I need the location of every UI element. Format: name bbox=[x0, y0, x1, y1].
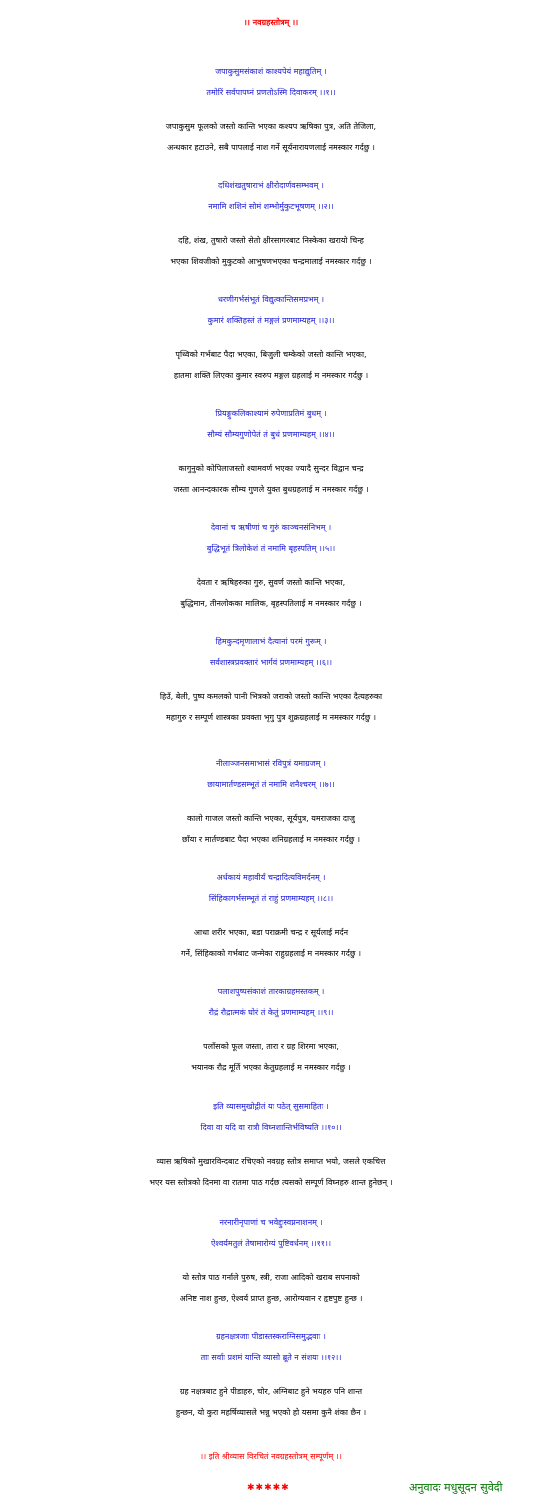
meaning-line: यो स्तोत्र पाठ गर्नाले पुरुष, स्त्री, राजा आदिको खराब सपनाको bbox=[182, 1273, 360, 1282]
sanskrit-line: दधिशंखतुषाराभं क्षीरोदार्णवसम्भवम् । bbox=[218, 181, 324, 190]
nepali-meaning bbox=[0, 458, 542, 500]
meaning-line: गर्ने, सिंहिकाको गर्भबाट जन्मेका राहुग्रहलाई म नमस्कार गर्दछु । bbox=[180, 949, 362, 958]
sanskrit-line: अर्धकायं महावीर्यं चन्द्रादित्यविमर्दनम् । bbox=[216, 873, 326, 882]
meaning-line: महागुरु र सम्पूर्ण शास्त्रका प्रवक्ता भृगु पुत्र शुक्रग्रहलाई म नमस्कार गर्दछु । bbox=[166, 713, 376, 722]
sanskrit-line: सिंहिकागर्भसम्भूतं तं राहुं प्रणमाम्यहम् ।।८।। bbox=[208, 894, 334, 903]
meaning-line: हिउँ, बेली, पुष्प कमलको पानी भित्रको जराको जस्तो कान्ति भएका दैत्यहरुका bbox=[159, 692, 383, 701]
meaning-line: पलाँसको फूल जस्ता, तारा र ग्रह शिरमा भएका, bbox=[203, 1042, 339, 1051]
sanskrit-verse bbox=[0, 867, 542, 909]
verse-block bbox=[0, 175, 542, 272]
translator-credit: अनुवादः मधुसूदन सुवेदी bbox=[409, 1481, 503, 1494]
sanskrit-line: दिवा वा यदि वा रात्रौ विघ्नशान्तिर्भविष्यति ।।१०।। bbox=[200, 1123, 342, 1132]
nepali-meaning bbox=[0, 230, 542, 272]
verse-block bbox=[0, 517, 542, 614]
verse-block bbox=[0, 631, 542, 728]
sanskrit-verse bbox=[0, 1096, 542, 1138]
meaning-line: दहि, शंख, तुषारो जस्तो सेतो क्षीरसागरबाट निस्केका खरायो चिन्ह bbox=[178, 236, 364, 245]
meaning-line: छाँया र मार्तण्डबाट पैदा भएका शनिग्रहलाई म नमस्कार गर्दछु । bbox=[182, 835, 360, 844]
sanskrit-verse bbox=[0, 1326, 542, 1368]
meaning-line: भयानक रौद्र मूर्ति भएका केतुग्रहलाई म नमस्कार गर्दछु । bbox=[191, 1063, 351, 1072]
nepali-meaning bbox=[0, 922, 542, 964]
meaning-line: हातमा शक्ति लिएका कुमार स्वरुप मङ्गल ग्रहलाई म नमस्कार गर्दछु । bbox=[173, 371, 369, 380]
nepali-meaning bbox=[0, 686, 542, 728]
meaning-line: अनिष्ट नाश हुन्छ, ऐश्वर्य प्राप्त हुन्छ, आरोग्यवान र हृष्टपुष्ट हुन्छ । bbox=[179, 1294, 363, 1303]
sanskrit-line: रौद्रं रौद्रात्मकं घोरं तं केतुं प्रणमाम्यहम् ।।९।। bbox=[208, 1008, 334, 1017]
sanskrit-verse bbox=[0, 631, 542, 673]
verse-block bbox=[0, 1096, 542, 1193]
sanskrit-verse bbox=[0, 753, 542, 795]
meaning-line: भएका शिवजीको मुकुटको आभुषणभएका चन्द्रमालाई नमस्कार गर्दछु । bbox=[170, 257, 372, 266]
verse-block bbox=[0, 61, 542, 158]
sanskrit-verse bbox=[0, 1212, 542, 1254]
sanskrit-line: कुमारं शक्तिहस्तं तं मङ्गलं प्रणमाम्यहम् ।।३।। bbox=[207, 316, 335, 325]
sanskrit-line: धरणीगर्भसंभूतं विद्युत्कान्तिसमप्रभम् । bbox=[217, 295, 325, 304]
verse-block bbox=[0, 289, 542, 386]
star-ornament: ✱✱✱✱✱ bbox=[247, 1483, 290, 1493]
meaning-line: कालो गाजल जस्तो कान्ति भएका, सूर्यपुत्र, यमराजका दाजु bbox=[187, 814, 355, 823]
sanskrit-line: प्रियङ्गुकलिकाश्यामं रुपेणाप्रतिमं बुधम् । bbox=[215, 409, 327, 418]
nepali-meaning bbox=[0, 1036, 542, 1078]
meaning-line: अन्धकार हटाउने, सबै पापलाई नाश गर्ने सूर्यनारायणलाई नमस्कार गर्दछु । bbox=[167, 143, 375, 152]
colophon-line: ।। इति श्रीव्यास विरचितं नवग्रहस्तोत्रम् सम्पूर्णम् ।। bbox=[200, 1452, 342, 1461]
nepali-meaning bbox=[0, 1267, 542, 1309]
meaning-line: भएर यस स्तोत्रको दिनमा वा रातमा पाठ गर्दछ त्यसको सम्पूर्ण विघ्नहरु शान्त हुनेछन् । bbox=[149, 1178, 393, 1187]
meaning-line: पृथ्विको गर्भबाट पैदा भएका, बिजुली चम्केको जस्तो कान्ति भएका, bbox=[175, 350, 367, 359]
sanskrit-line: ग्रहनक्षत्रजाः पीडास्तस्कराग्निसमुद्भवाः । bbox=[216, 1332, 326, 1341]
meaning-line: बुद्धिमान, तीनलोकका मालिक, बृहस्पतिलाई म नमस्कार गर्दछु । bbox=[180, 599, 362, 608]
verse-block bbox=[0, 753, 542, 850]
footer bbox=[0, 1478, 542, 1498]
sanskrit-verse bbox=[0, 61, 542, 103]
sanskrit-line: हिमकुन्दमृणालाभं दैत्यानां परमं गुरूम् । bbox=[215, 637, 327, 646]
meaning-line: जस्ता आनन्दकारक सौम्य गुणले युक्त बुधग्रहलाई म नमस्कार गर्दछु । bbox=[173, 485, 369, 494]
sanskrit-verse bbox=[0, 175, 542, 217]
sanskrit-line: नरनारीनृपाणां च भवेद्दुःस्वप्ननाशनम् । bbox=[219, 1218, 323, 1227]
meaning-line: व्यास ऋषिको मुखारविन्दबाट रचिएको नवग्रह स्तोत्र समाप्त भयो, जसले एकचित्त bbox=[156, 1157, 386, 1166]
nepali-meaning bbox=[0, 344, 542, 386]
sanskrit-line: ऐश्वर्यमतुलं तेषामारोग्यं पुष्टिवर्धनम् ।।११।। bbox=[211, 1239, 331, 1248]
sanskrit-line: देवानां च ऋषीणां च गुरुं काञ्चनसंनिभम् । bbox=[210, 523, 332, 532]
sanskrit-verse bbox=[0, 981, 542, 1023]
sanskrit-line: सर्वशास्त्रप्रवक्तारं भार्गवं प्रणमाम्यहम् ।।६।। bbox=[209, 658, 333, 667]
nepali-meaning bbox=[0, 572, 542, 614]
page-title: ।। नवग्रहस्तोत्रम् ।। bbox=[243, 18, 299, 27]
meaning-line: जपाकुसुम फूलको जस्तो कान्ति भएका कश्यप ऋषिका पुत्र, अति तेजिला, bbox=[165, 122, 377, 131]
verse-block bbox=[0, 981, 542, 1078]
meaning-line: कागुनुको कोपिलाजस्तो श्यामवर्ण भएका ज्यादै सुन्दर विद्वान चन्द्र bbox=[178, 464, 364, 473]
nepali-meaning bbox=[0, 1381, 542, 1423]
sanskrit-line: सौम्यं सौम्यगुणोपेतं तं बुधं प्रणमाम्यहम् ।।४।। bbox=[207, 430, 335, 439]
sanskrit-line: बुद्धिभूतं त्रिलोकेशं तं नमामि बृहस्पतिम् ।।५।। bbox=[206, 544, 336, 553]
sanskrit-verse bbox=[0, 403, 542, 445]
sanskrit-line: तमोरिं सर्वपापघ्नं प्रणतोऽस्मि दिवाकरम् ।।१।। bbox=[206, 88, 336, 97]
meaning-line: देवता र ऋषिहरुका गुरु, सुवर्ण जस्तो कान्ति भएका, bbox=[196, 578, 346, 587]
sanskrit-line: नीलाञ्जनसमाभासं रविपुत्रं यमाग्रजम् । bbox=[216, 759, 326, 768]
nepali-meaning bbox=[0, 1151, 542, 1193]
sanskrit-line: ताः सर्वाः प्रशमं यान्ति व्यासो ब्रूते न संशयः ।।१२।। bbox=[200, 1353, 342, 1362]
meaning-line: आधा शरीर भएका, बडा पराक्रमी चन्द्र र सूर्यलाई मर्दन bbox=[193, 928, 349, 937]
sanskrit-line: पलाशपुष्पसंकाशं तारकाग्रहमस्तकम् । bbox=[217, 987, 325, 996]
sanskrit-line: जपाकुसुमसंकाशं काश्यपेयं महाद्युतिम् । bbox=[215, 67, 327, 76]
verse-block bbox=[0, 867, 542, 964]
sanskrit-line: छायामार्तण्डसम्भूतं तं नमामि शनैश्चरम् ।।७।। bbox=[207, 780, 335, 789]
meaning-line: ग्रह नक्षत्रबाट हुने पीडाहरु, चोर, अग्निबाट हुने भयहरु पनि शान्त bbox=[179, 1387, 363, 1396]
verse-block bbox=[0, 1326, 542, 1423]
sanskrit-verse bbox=[0, 517, 542, 559]
verse-block bbox=[0, 403, 542, 500]
sanskrit-line: इति व्यासमुखोद्गीतं यः पठेत् सुसमाहितः । bbox=[213, 1102, 329, 1111]
sanskrit-line: नमामि शशिनं सोमं शम्भोर्मुकुटभूषणम् ।।२।। bbox=[208, 202, 334, 211]
verse-block bbox=[0, 1212, 542, 1309]
nepali-meaning bbox=[0, 808, 542, 850]
sanskrit-verse bbox=[0, 289, 542, 331]
nepali-meaning bbox=[0, 116, 542, 158]
meaning-line: हुन्छन, यो कुरा महर्षिव्यासले भन्नु भएको हो यसमा कुनै शंका छैन । bbox=[175, 1408, 367, 1417]
